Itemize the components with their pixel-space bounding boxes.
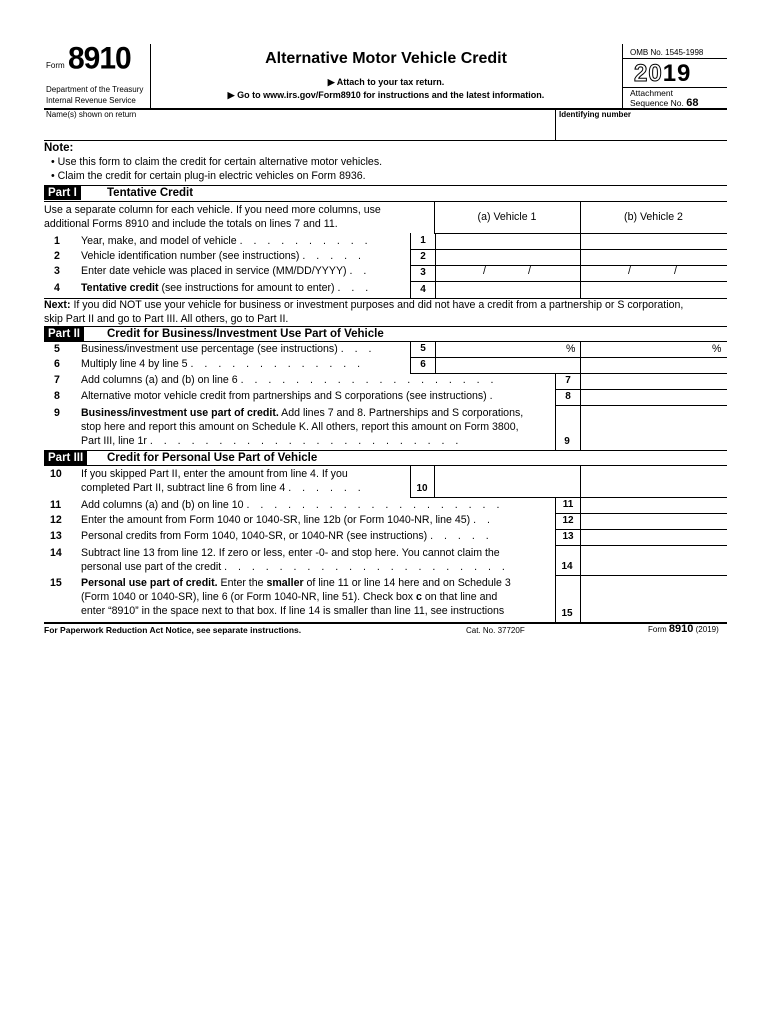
line-10-dots: . . . . . . <box>288 482 365 494</box>
line-11-label: Add columns (a) and (b) on line 10 <box>81 499 244 511</box>
line-12-label: Enter the amount from Form 1040 or 1040-SR, line 12b (or Form 1040-NR, line 45) <box>81 514 471 526</box>
line-8-text <box>81 390 497 403</box>
line-10-vehicle2-input[interactable] <box>582 481 726 496</box>
line-10-box: 10 <box>416 483 428 494</box>
line-4-dots: . . . <box>337 282 373 294</box>
line-3-date-slash: / <box>483 265 486 277</box>
line-13-text <box>81 530 493 543</box>
dept-line2: Internal Revenue Service <box>46 96 136 105</box>
line-1-text <box>81 235 372 248</box>
next-instruction <box>44 299 683 312</box>
line-8-dots: . <box>489 390 497 402</box>
line-15-text <box>81 577 511 590</box>
part1-title: Tentative Credit <box>107 187 194 199</box>
column-a-header: (a) Vehicle 1 <box>477 211 537 223</box>
line-13-label: Personal credits from Form 1040, 1040-SR, or 1040-NR (see instructions) <box>81 530 428 542</box>
line-4-text <box>81 282 372 295</box>
line-7-number: 7 <box>54 374 60 386</box>
line-2-text <box>81 250 365 263</box>
catalog-number: Cat. No. 37720F <box>466 626 525 635</box>
line-13-number: 13 <box>50 530 62 542</box>
line-15-label-a: Enter the <box>217 577 267 589</box>
sequence-text: Sequence No. <box>630 98 684 108</box>
line-10-text-2 <box>81 482 365 495</box>
line-15-text-3: enter “8910” in the space next to that box. If line 14 is smaller than line 11, see instructions <box>81 605 505 617</box>
line-9-label-3: Part III, line 1r <box>81 435 147 447</box>
identifying-number-input[interactable] <box>559 122 725 138</box>
line-5-vehicle1-input[interactable] <box>436 342 564 357</box>
line-6-box: 6 <box>410 357 436 373</box>
tax-year-bold: 19 <box>662 60 692 87</box>
line-12-text <box>81 514 494 527</box>
line-9-label: Add lines 7 and 8. Partnerships and S corporations, <box>278 407 524 419</box>
line-8-input[interactable] <box>581 390 726 405</box>
paperwork-notice: For Paperwork Reduction Act Notice, see separate instructions. <box>44 625 302 635</box>
line-12-input[interactable] <box>581 514 726 529</box>
line-4-vehicle2-input[interactable] <box>582 282 726 297</box>
line-4-bold: Tentative credit <box>81 282 159 294</box>
line-14-input[interactable] <box>581 559 726 574</box>
line-9-dots: . . . . . . . . . . . . . . . . . . . . . . . <box>149 435 463 447</box>
attach-instruction: ▶ Attach to your tax return. <box>327 77 445 87</box>
form-title: Alternative Motor Vehicle Credit <box>265 50 507 67</box>
line-6-number: 6 <box>54 358 60 370</box>
name-label: Name(s) shown on return <box>46 110 137 119</box>
line-7-label: Add columns (a) and (b) on line 6 <box>81 374 238 386</box>
line-12-dots: . . <box>473 514 494 526</box>
line-5-vehicle2-input[interactable] <box>582 342 710 357</box>
dept-line1: Department of the Treasury <box>46 85 144 94</box>
omb-number: OMB No. 1545-1998 <box>630 48 704 57</box>
next-label: Next: <box>44 299 71 311</box>
line-15-box: 15 <box>561 608 573 619</box>
part3-tag: Part III <box>44 451 87 465</box>
line-12-box: 12 <box>555 513 581 529</box>
line-2-dots: . . . . . <box>302 250 365 262</box>
line-6-label: Multiply line 4 by line 5 <box>81 358 188 370</box>
part1-tag: Part I <box>44 186 81 200</box>
line-3-vehicle1-date-input[interactable] <box>436 266 579 281</box>
line-9-text-2: stop here and report this amount on Schedule K. All others, report this amount on Form 3800, <box>81 421 519 433</box>
line-15-bold-2: smaller <box>266 577 304 589</box>
column-b-header: (b) Vehicle 2 <box>624 211 683 223</box>
goto-instruction: ▶ Go to www.irs.gov/Form8910 for instructions and the latest information. <box>227 90 545 100</box>
next-text-1: If you did NOT use your vehicle for business or investment purposes and did not have a credit from a partnership or S corporation, <box>70 299 684 311</box>
form-label: Form <box>46 61 65 70</box>
footer-form-label: Form <box>648 625 667 634</box>
line-11-input[interactable] <box>581 498 726 513</box>
line-5-label: Business/investment use percentage (see instructions) <box>81 343 338 355</box>
line-15-input[interactable] <box>581 606 726 621</box>
line-1-number: 1 <box>54 235 60 247</box>
line-9-text-3 <box>81 435 462 448</box>
line-15-bold-3: c <box>416 591 422 603</box>
line-2-box: 2 <box>410 249 436 265</box>
line-13-dots: . . . . . <box>430 530 493 542</box>
line-3-number: 3 <box>54 265 60 277</box>
line-7-input[interactable] <box>581 374 726 389</box>
line-1-dots: . . . . . . . . . . <box>239 235 372 247</box>
line-2-vehicle1-input[interactable] <box>436 250 579 265</box>
line-7-text <box>81 374 498 387</box>
line-5-percent-b: % <box>712 343 722 355</box>
line-14-dots: . . . . . . . . . . . . . . . . . . . . . <box>224 561 509 573</box>
note-bullet-1: • Use this form to claim the credit for certain alternative motor vehicles. <box>51 156 383 168</box>
line-11-dots: . . . . . . . . . . . . . . . . . . . <box>246 499 504 511</box>
line-6-vehicle2-input[interactable] <box>582 358 726 373</box>
footer-form-number: 8910 <box>668 623 694 635</box>
line-14-label-2: personal use part of the credit <box>81 561 222 573</box>
footer-form-year: (2019) <box>695 625 719 634</box>
line-15-label-2a: (Form 1040 or 1040-SR), line 6 (or Form 1040-NR, line 51). Check box <box>81 591 417 603</box>
line-1-vehicle2-input[interactable] <box>582 234 726 249</box>
line-10-number: 10 <box>50 468 62 480</box>
line-14-box: 14 <box>561 561 573 572</box>
line-15-text-2 <box>81 591 497 604</box>
tax-year <box>634 60 691 88</box>
part3-title: Credit for Personal Use Part of Vehicle <box>107 452 318 464</box>
line-3-date-slash: / <box>674 265 677 277</box>
line-5-text <box>81 343 375 356</box>
line-4-box: 4 <box>410 281 436 298</box>
attachment-label: Attachment <box>630 88 673 98</box>
line-11-number: 11 <box>50 499 62 511</box>
line-3-date-slash: / <box>628 265 631 277</box>
line-9-number: 9 <box>54 407 60 419</box>
sequence-number: 68 <box>686 97 699 109</box>
line-1-label: Year, make, and model of vehicle <box>81 235 237 247</box>
line-5-box: 5 <box>410 341 436 357</box>
line-5-number: 5 <box>54 343 60 355</box>
part1-intro-1: Use a separate column for each vehicle. If you need more columns, use <box>44 204 381 216</box>
line-3-box: 3 <box>410 265 436 281</box>
line-2-vehicle2-input[interactable] <box>582 250 726 265</box>
line-3-text <box>81 265 370 278</box>
line-9-bold: Business/investment use part of credit. <box>81 407 279 419</box>
part2-title: Credit for Business/Investment Use Part of Vehicle <box>107 328 384 340</box>
line-2-label: Vehicle identification number (see instructions) <box>81 250 300 262</box>
line-15-label-2b: on that line and <box>421 591 498 603</box>
line-4-vehicle1-input[interactable] <box>436 282 579 297</box>
line-5-percent-a: % <box>566 343 576 355</box>
line-13-box: 13 <box>555 529 581 545</box>
line-7-box: 7 <box>555 373 581 389</box>
line-10-vehicle1-input[interactable] <box>436 481 579 496</box>
line-4-label: (see instructions for amount to enter) <box>158 282 335 294</box>
line-3-label: Enter date vehicle was placed in service (MM/DD/YYYY) <box>81 265 347 277</box>
line-15-bold: Personal use part of credit. <box>81 577 218 589</box>
line-6-text <box>81 358 364 371</box>
line-3-dots: . . <box>349 265 371 277</box>
part2-tag: Part II <box>44 327 84 341</box>
line-15-label-b: of line 11 or line 14 here and on Schedule 3 <box>303 577 511 589</box>
line-5-dots: . . . <box>340 343 376 355</box>
line-12-number: 12 <box>50 514 62 526</box>
line-8-label: Alternative motor vehicle credit from partnerships and S corporations (see instructions) <box>81 390 487 402</box>
line-6-dots: . . . . . . . . . . . . . <box>190 358 365 370</box>
line-14-text: Subtract line 13 from line 12. If zero or less, enter -0- and stop here. You cannot claim the <box>81 547 500 559</box>
line-3-date-slash: / <box>528 265 531 277</box>
line-10-text: If you skipped Part II, enter the amount from line 4. If you <box>81 468 348 480</box>
identifying-number-label: Identifying number <box>559 110 631 119</box>
next-text-2: skip Part II and go to Part III. All others, go to Part II. <box>44 313 289 325</box>
name-input[interactable] <box>46 122 551 138</box>
line-8-number: 8 <box>54 390 60 402</box>
line-9-text <box>81 407 523 420</box>
line-13-input[interactable] <box>581 530 726 545</box>
line-7-dots: . . . . . . . . . . . . . . . . . . . <box>240 374 498 386</box>
part1-intro-2: additional Forms 8910 and include the totals on lines 7 and 11. <box>44 218 338 230</box>
form-number: 8910 <box>68 41 131 76</box>
line-15-number: 15 <box>50 577 62 589</box>
line-1-vehicle1-input[interactable] <box>436 234 579 249</box>
line-8-box: 8 <box>555 389 581 405</box>
line-11-text <box>81 499 503 512</box>
line-3-vehicle2-date-input[interactable] <box>582 266 726 281</box>
line-14-number: 14 <box>50 547 62 559</box>
line-4-number: 4 <box>54 282 60 294</box>
line-1-box: 1 <box>410 233 436 249</box>
line-14-text-2 <box>81 561 509 574</box>
footer-form-id <box>648 623 719 635</box>
line-9-box: 9 <box>564 436 570 447</box>
tax-year-outline: 20 <box>634 60 663 87</box>
note-bullet-2: • Claim the credit for certain plug-in electric vehicles on Form 8936. <box>51 170 366 182</box>
line-10-label-2: completed Part II, subtract line 6 from line 4 <box>81 482 286 494</box>
line-6-vehicle1-input[interactable] <box>436 358 579 373</box>
note-title: Note: <box>44 142 74 154</box>
line-11-box: 11 <box>555 497 581 513</box>
line-9-input[interactable] <box>581 434 726 449</box>
line-2-number: 2 <box>54 250 60 262</box>
